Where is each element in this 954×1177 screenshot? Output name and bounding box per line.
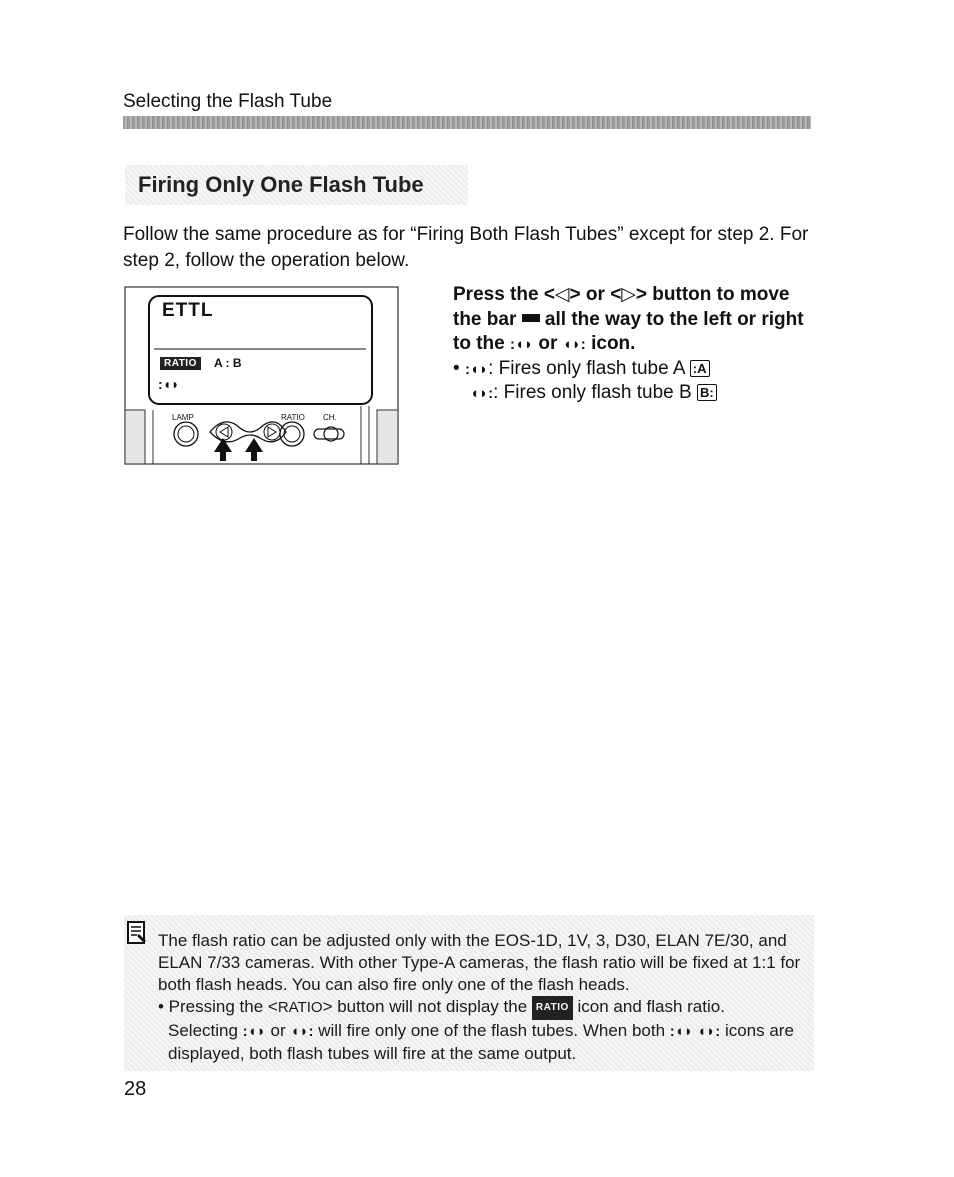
note-text-end: icons are displayed, both flash tubes will fire at the same output. (168, 1021, 794, 1063)
ratio-button-name: RATIO (277, 999, 323, 1016)
intro-paragraph: Follow the same procedure as for “Firing Both Flash Tubes” except for step 2. For step 2, follow the operation below. (123, 224, 809, 271)
note-continuation (168, 1020, 813, 1065)
note-bullet (158, 996, 813, 1020)
left-arrow-icon: ◁ (554, 284, 570, 305)
lcd-tube-a-icon: :◖◗ (158, 376, 180, 392)
ch-button-label: CH. (323, 413, 337, 422)
note-or: or (270, 1021, 286, 1040)
tube-a-icon: :◖◗ (510, 336, 534, 353)
tube-b-icon: ◖◗: (562, 336, 586, 353)
ratio-badge-icon: RATIO (532, 996, 573, 1020)
note-text-middle: will fire only one of the flash tubes. When both (318, 1021, 666, 1040)
running-head: Selecting the Flash Tube (123, 91, 333, 112)
page-number: 28 (124, 1078, 147, 1100)
heading-or: or (538, 333, 558, 354)
right-arrow-icon: ▷ (621, 284, 636, 305)
note-text-selecting: Selecting (168, 1021, 238, 1040)
tube-b-icon: ◖◗: (290, 1023, 314, 1040)
tube-b-icon: ◖◗: (470, 385, 494, 402)
note-text (158, 930, 813, 1065)
note-paragraph: The flash ratio can be adjusted only with the EOS-1D, 1V, 3, D30, ELAN 7E/30, and ELAN 7/33 cameras. With other Type-A cameras, the flash ratio will be fixed at 1:1 for both flash heads. You can also fire only one of the flash heads. (158, 931, 801, 994)
bullet-b-text: : Fires only flash tube B (493, 382, 692, 403)
tube-b-badge-icon: B: (697, 384, 717, 401)
ratio-button-label: RATIO (281, 413, 305, 422)
note-bullet-text-2: > button will not display the (322, 997, 528, 1016)
bullet-a-text: : Fires only flash tube A (488, 358, 685, 379)
heading-text-1: Press the < (453, 284, 555, 305)
lcd-mode-text: ETTL (162, 300, 214, 321)
bullet-tube-a: • :◖◗: Fires only flash tube A :A (453, 357, 710, 382)
heading-text-4: all the way to the left or right to the (453, 308, 804, 354)
section-title: Firing Only One Flash Tube (138, 172, 424, 197)
tube-a-icon: :◖◗ (464, 361, 489, 378)
tube-ab-icon: :◖◗ ◖◗: (669, 1023, 721, 1040)
lamp-button-label: LAMP (172, 413, 194, 422)
heading-text-5: icon. (591, 333, 636, 354)
lcd-ratio-value: A : B (214, 356, 242, 370)
tube-a-badge-icon: :A (690, 360, 710, 377)
note-bullet-text-1: • Pressing the < (158, 997, 278, 1016)
heading-text-2: > or < (569, 284, 622, 305)
tube-a-icon: :◖◗ (242, 1023, 266, 1040)
lcd-ratio-badge: RATIO (160, 357, 201, 370)
heading-text-3: > button to move the bar (453, 284, 790, 330)
bullet-tube-b (470, 381, 717, 406)
step-instruction (453, 283, 823, 358)
note-bullet-text-3: icon and flash ratio. (577, 997, 725, 1016)
memo-icon (126, 920, 148, 951)
bar-icon (522, 314, 540, 322)
header-rule (123, 116, 811, 129)
